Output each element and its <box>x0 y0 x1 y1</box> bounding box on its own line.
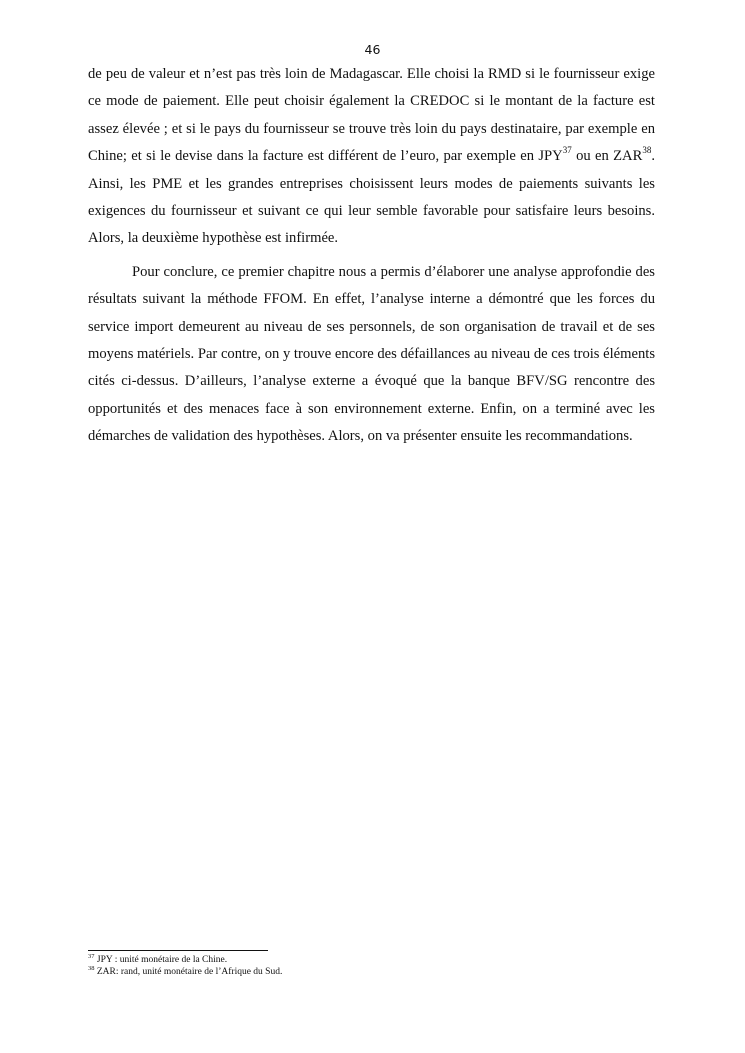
footnote-text: JPY : unité monétaire de la Chine. <box>94 955 228 965</box>
page-number: 46 <box>364 42 381 57</box>
footnote-separator <box>88 950 268 951</box>
footnote-38 <box>88 966 655 978</box>
paragraph-1-text-a: de peu de valeur et n’est pas très loin de Madagascar. Elle choisi la RMD si le fournisseur exige ce mode de paiement. Elle peut choisir également la CREDOC si le montant de la facture est assez élevée ; et si le pays du fournisseur se trouve très loin du pays destinataire, par exemple en Chine; et si le devise dans la facture est différent de l’euro, par exemple en JPY <box>88 66 655 165</box>
footnote-number: 38 <box>88 964 95 972</box>
footnotes <box>88 954 655 978</box>
body-text <box>88 61 655 457</box>
footnote-ref-37[interactable]: 37 <box>562 145 572 156</box>
paragraph-2: Pour conclure, ce premier chapitre nous a permis d’élaborer une analyse approfondie des résultats suivant la méthode FFOM. En effet, l’analyse interne a démontré que les forces du service import demeurent au niveau de ses personnels, de son organisation de travail et de ses moyens matériels. Par contre, on y trouve encore des défaillances au niveau de ces trois éléments cités ci-dessus. D’ailleurs, l’analyse externe a évoqué que la banque BFV/SG rencontre des opportunités et des menaces face à son environnement externe. Enfin, on a terminé avec les démarches de validation des hypothèses. Alors, on va présenter ensuite les recommandations. <box>88 263 655 445</box>
paragraph-1-text-c: . Ainsi, les PME et les grandes entreprises choisissent leurs modes de paiements suivants les exigences du fournisseur et suivant ce qui leur semble favorable pour satisfaire leurs besoins. Alors, la deuxième hypothèse est infirmée. <box>88 148 655 247</box>
paragraph-1-text-b: ou en ZAR <box>571 148 643 165</box>
footnote-37 <box>88 954 655 966</box>
footnote-number: 37 <box>88 952 95 960</box>
footnote-ref-38[interactable]: 38 <box>642 145 652 156</box>
footnote-text: ZAR: rand, unité monétaire de l’Afrique du Sud. <box>94 967 283 977</box>
paragraph-1 <box>88 61 655 253</box>
